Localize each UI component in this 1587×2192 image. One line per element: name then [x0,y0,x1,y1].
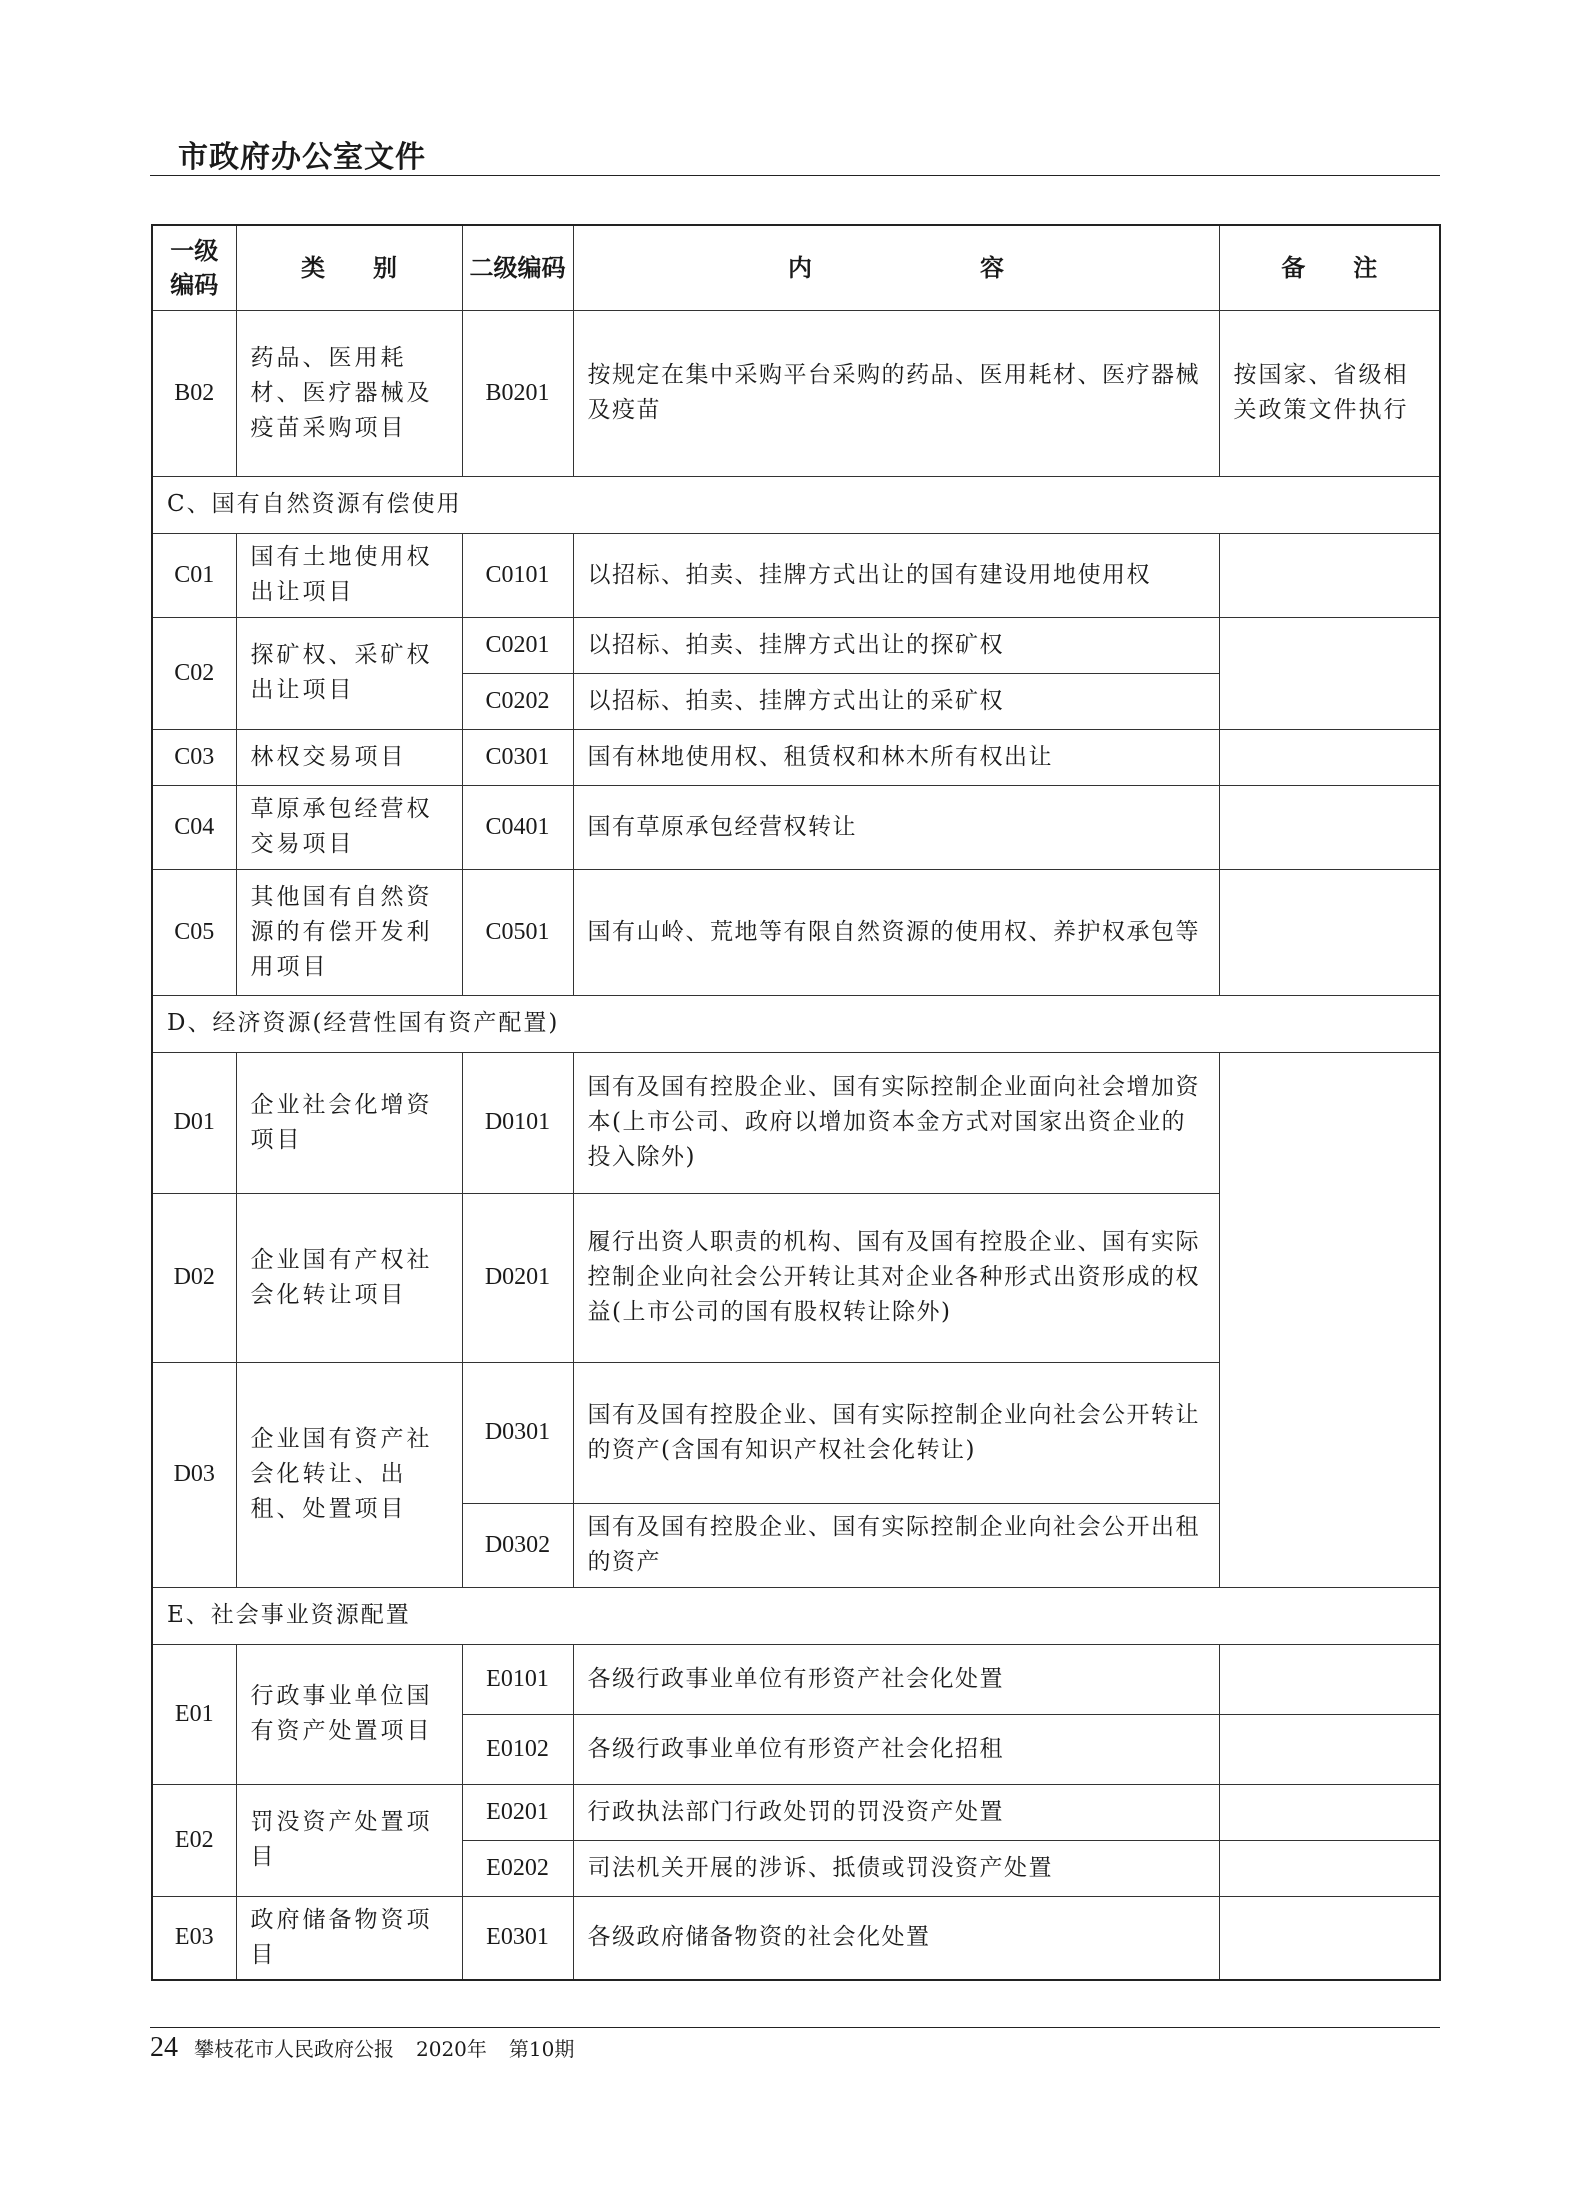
content-cell: 按规定在集中采购平台采购的药品、医用耗材、医疗器械及疫苗 [573,310,1219,476]
level2-code: D0301 [462,1362,573,1503]
content-cell: 履行出资人职责的机构、国有及国有控股企业、国有实际控制企业向社会公开转让其对企业各种形式出资形成的权益(上市公司的国有股权转让除外) [573,1193,1219,1362]
level1-code: C01 [152,533,236,617]
level2-code: C0401 [462,785,573,869]
publication-name: 攀枝花市人民政府公报 [194,2037,394,2061]
footer-divider [150,2027,1440,2028]
table-row [152,1052,1440,1193]
content-cell: 国有山岭、荒地等有限自然资源的使用权、养护权承包等 [573,869,1219,995]
level1-code: C02 [152,617,236,729]
section-row [152,1587,1440,1644]
level1-code: B02 [152,310,236,476]
note-cell [1219,785,1440,869]
note-cell [1219,617,1440,729]
publication-issue: 第10期 [508,2037,575,2061]
table-row [152,617,1440,673]
category-cell: 行政事业单位国有资产处置项目 [236,1644,462,1784]
content-cell: 行政执法部门行政处罚的罚没资产处置 [573,1784,1219,1840]
header-divider [150,175,1440,176]
section-d-title: D、经济资源(经营性国有资产配置) [152,995,1440,1052]
level2-code: B0201 [462,310,573,476]
category-cell: 药品、医用耗材、医疗器械及疫苗采购项目 [236,310,462,476]
header-level1-code: 一级编码 [152,225,236,310]
level2-code: C0201 [462,617,573,673]
level1-code: E01 [152,1644,236,1784]
table-row [152,1784,1440,1840]
content-cell: 各级行政事业单位有形资产社会化招租 [573,1714,1219,1784]
note-cell [1219,1784,1440,1840]
note-cell [1219,869,1440,995]
content-cell: 国有及国有控股企业、国有实际控制企业面向社会增加资本(上市公司、政府以增加资本金方式对国家出资企业的投入除外) [573,1052,1219,1193]
content-cell: 以招标、拍卖、挂牌方式出让的国有建设用地使用权 [573,533,1219,617]
note-cell: 按国家、省级相关政策文件执行 [1219,310,1440,476]
level1-code: D02 [152,1193,236,1362]
category-cell: 企业国有资产社会化转让、出租、处置项目 [236,1362,462,1587]
level2-code: E0301 [462,1896,573,1980]
section-row [152,995,1440,1052]
category-cell: 政府储备物资项目 [236,1896,462,1980]
category-cell: 国有土地使用权出让项目 [236,533,462,617]
note-cell [1219,1644,1440,1714]
note-cell [1219,1840,1440,1896]
category-cell: 探矿权、采矿权出让项目 [236,617,462,729]
category-cell: 林权交易项目 [236,729,462,785]
section-c-title: C、国有自然资源有偿使用 [152,476,1440,533]
category-cell: 草原承包经营权交易项目 [236,785,462,869]
category-cell: 罚没资产处置项目 [236,1784,462,1896]
level2-code: C0501 [462,869,573,995]
level1-code: D03 [152,1362,236,1587]
level2-code: E0202 [462,1840,573,1896]
level1-code: C05 [152,869,236,995]
level2-code: E0101 [462,1644,573,1714]
header-category: 类 别 [236,225,462,310]
table-row [152,869,1440,995]
content-cell: 以招标、拍卖、挂牌方式出让的采矿权 [573,673,1219,729]
level2-code: D0302 [462,1503,573,1587]
level1-code: E02 [152,1784,236,1896]
table-row [152,785,1440,869]
level1-code: C04 [152,785,236,869]
header-level2-code: 二级编码 [462,225,573,310]
page-number: 24 [150,2032,178,2063]
level1-code: C03 [152,729,236,785]
level2-code: C0202 [462,673,573,729]
content-cell: 各级行政事业单位有形资产社会化处置 [573,1644,1219,1714]
level2-code: C0301 [462,729,573,785]
page-header-title: 市政府办公室文件 [178,140,426,175]
header-content: 内 容 [573,225,1219,310]
table-row [152,533,1440,617]
level2-code: D0201 [462,1193,573,1362]
content-cell: 国有林地使用权、租赁权和林木所有权出让 [573,729,1219,785]
table-row [152,729,1440,785]
content-cell: 各级政府储备物资的社会化处置 [573,1896,1219,1980]
content-cell: 国有及国有控股企业、国有实际控制企业向社会公开出租的资产 [573,1503,1219,1587]
note-cell [1219,533,1440,617]
level2-code: E0201 [462,1784,573,1840]
content-cell: 以招标、拍卖、挂牌方式出让的探矿权 [573,617,1219,673]
category-cell: 其他国有自然资源的有偿开发利用项目 [236,869,462,995]
note-cell [1219,1714,1440,1784]
table-row [152,310,1440,476]
category-cell: 企业国有产权社会化转让项目 [236,1193,462,1362]
resource-catalog-table [151,224,1441,1981]
level2-code: D0101 [462,1052,573,1193]
header-note: 备 注 [1219,225,1440,310]
publication-year: 2020年 [416,2037,487,2061]
content-cell: 国有及国有控股企业、国有实际控制企业向社会公开转让的资产(含国有知识产权社会化转让) [573,1362,1219,1503]
section-e-title: E、社会事业资源配置 [152,1587,1440,1644]
page-footer [150,2032,596,2064]
table-row [152,1896,1440,1980]
level2-code: C0101 [462,533,573,617]
content-cell: 国有草原承包经营权转让 [573,785,1219,869]
section-row [152,476,1440,533]
content-cell: 司法机关开展的涉诉、抵债或罚没资产处置 [573,1840,1219,1896]
level2-code: E0102 [462,1714,573,1784]
note-cell [1219,1052,1440,1587]
category-cell: 企业社会化增资项目 [236,1052,462,1193]
table-header-row [152,225,1440,310]
note-cell [1219,1896,1440,1980]
level1-code: D01 [152,1052,236,1193]
table-row [152,1644,1440,1714]
level1-code: E03 [152,1896,236,1980]
note-cell [1219,729,1440,785]
